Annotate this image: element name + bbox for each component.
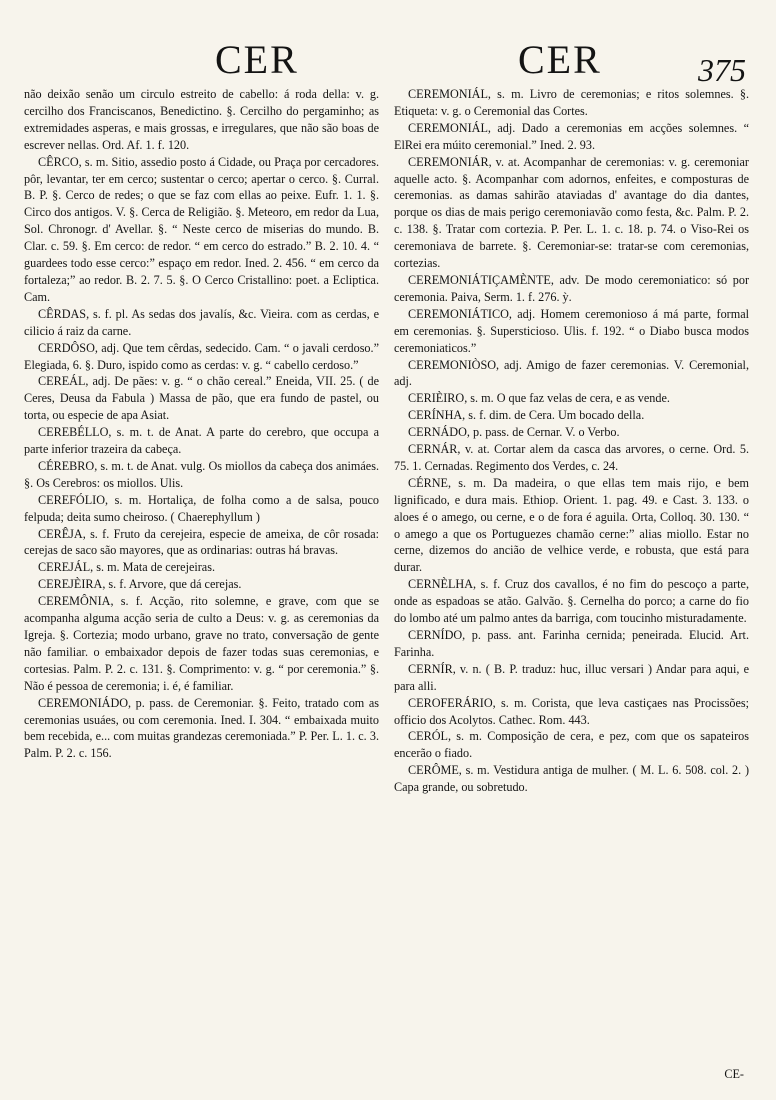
entry-cerejal: CEREJÁL, s. m. Mata de cerejeiras. [38,560,216,575]
entry-cerdas: CÊRDAS, s. f. pl. As sedas dos javalís, &c. Vieira. com as cerdas, e cilicio á raiz da carne. [24,306,379,338]
entry-cerome: CERÔME, s. m. Vestidura antiga de mulher. ( M. L. 6. 508. col. 2. ) Capa grande, ou sobretudo. [394,763,749,795]
running-head-right: CER [518,37,602,82]
entry-cerco: CÊRCO, s. m. Sitio, assedio posto á Cidade, ou Praça por cercadores. pôr, levantar, ter em cerco; sustentar o cerco; apertar o cerco. §. Curral. B. P. §. Cerco de redes; o que se faz com ellas ao peixe. Eufr. 1. 1. §. Circo dos antigos. V. §. Cerca de Religião. §. Meteoro, em redor da Lua, Sol. Chronogr. d' Avellar. §. “ Neste cerco de miserias do mundo. B. Clar. c. 59. §. Em cerco: de redor. “ em cerco do estrado.” B. 2. 10. 4. “ guardees todo esse cerco:” espaço em redor. Ined. 2. 456. “ em cerco da fortaleza;” ao redor. B. 2. 7. 5. §. O Cerco Cristallino: poet. a Ecliptica. Cam. [24,154,379,304]
entry-ceremonioso: CEREMONIÒSO, adj. Amigo de fazer ceremonias. V. Ceremonial, adj. [394,357,749,389]
entry-cernelha: CERNÈLHA, s. f. Cruz dos cavallos, é no fim do pescoço a parte, onde as espadoas se atão. Galvão. §. Cernelha do porco; a carne do fio do lombo até um palmo antes da barriga, com toucinho misturadamente. [394,577,749,626]
entry-ceremoniatico: CEREMONIÁTICO, adj. Homem ceremonioso á má parte, formal em ceremonias. §. Supersticioso. Ulis. f. 192. “ o Diabo busca modos ceremoniaticos.” [394,306,749,355]
entry-ceremoniaticamente: CEREMONIÁTIÇAMÈNTE, adv. De modo ceremoniatico: só por ceremonia. Paiva, Serm. 1. f. 276. ỳ. [394,272,749,304]
entry-cerejeira: CEREJÈIRA, s. f. Arvore, que dá cerejas. [38,577,242,592]
entry-cereja: CERÊJA, s. f. Fruto da cerejeira, especie de ameixa, de côr rosada: cerejas de saco são mayores, que as ordinarias: outras há bravas. [24,526,379,558]
page-number: 375 [698,52,746,88]
entry-cerefolio: CEREFÓLIO, s. m. Hortaliça, de folha como a de salsa, pouco felpuda; deita sumo cheiroso. ( Chaerephyllum ) [24,492,379,524]
running-head-left: CER [215,37,299,82]
entry-cernir: CERNÍR, v. n. ( B. P. traduz: huc, illuc versari ) Andar para aqui, e para alli. [394,661,749,693]
entry-cernar: CERNÁR, v. at. Cortar alem da casca das arvores, o cerne. Ord. 5. 75. 1. Cernadas. Regimento dos Verdes, c. 24. [394,442,749,473]
entry-cerebello: CEREBÉLLO, s. m. t. de Anat. A parte do cerebro, que occupa a parte inferior trazeira da cabeça. [24,425,379,457]
entry-ceroferario: CEROFERÁRIO, s. m. Corista, que leva castiçaes nas Procissões; officio dos Acolytos. Cathec. Rom. 443. [394,695,749,727]
catchword: CE- [724,1067,744,1081]
entry-cerinha: CERÍNHA, s. f. dim. de Cera. Um bocado della. [408,408,645,423]
entry-cereal: CEREÁL, adj. De pães: v. g. “ o chão cereal.” Eneida, VII. 25. ( de Ceres, Deusa da Fabula ) Massa de pão, que era fundo de pastel, ou torta, ou especie de apa Asiat. [24,374,379,423]
entry-cernido: CERNÍDO, p. pass. ant. Farinha cernida; peneirada. Elucid. Art. Farinha. [394,628,749,659]
entry-cerol: CERÓL, s. m. Composição de cera, e pez, com que os sapateiros encerão o fiado. [394,729,749,761]
right-column [394,86,749,796]
entry-cerieiro: CERIÈIRO, s. m. O que faz velas de cera, e as vende. [408,391,670,406]
entry-cernado: CERNÁDO, p. pass. de Cernar. V. o Verbo. [408,425,620,440]
left-column [24,86,379,762]
entry-ceremonia: CEREMÔNIA, s. f. Acção, rito solemne, e grave, com que se acompanha alguma acção seria de culto a Deus: v. g. as ceremonias da Igreja. §. Cortezia; modo urbano, grave no trato, conversação de gente não familiar. o embaixador depois de fazer todas suas ceremonias, e cortesias. Palm. P. 2. c. 131. §. Comprimento: v. g. “ por ceremonia.” §. Não é pessoa de ceremonia; i. é, é familiar. [24,594,379,693]
entry-ceremonial-adj: CEREMONIÁL, adj. Dado a ceremonias em acções solemnes. “ ElRei era múito ceremonial.” Ined. 2. 93. [394,120,749,152]
entry-cerne: CÉRNE, s. m. Da madeira, o que ellas tem mais rijo, e bem lignificado, e dura mais. Ethiop. Orient. 1. pag. 49. e Cast. 3. 133. o aloes é o amego, ou cerne, e o de fora é aguila. Orta, Colloq. 30. 130. “ o amego a que os Portuguezes chamão cerne:” alias miollo. Estar no cerne, dizemos do ancião de velhice verde, e robusta, que está para durar. [394,475,749,575]
entry-cerebro: CÉREBRO, s. m. t. de Anat. vulg. Os miollos da cabeça dos animáes. §. Os Cerebros: os miollos. Ulis. [24,458,379,490]
entry-cerdoso: CERDÔSO, adj. Que tem cêrdas, sedecido. Cam. “ o javali cerdoso.” Elegiada, 6. §. Duro, ispido como as cerdas: v. g. “ cabello cerdoso.” [24,340,379,372]
entry-ceremoniar: CEREMONIÁR, v. at. Acompanhar de ceremonias: v. g. ceremoniar aquelle acto. §. Acompanhar com adornos, enfeites, e composturas de ceremonias. as damas sahirão ataviadas d' avantage do dia dantes, porque os dias de mais perigo ceremoniavão como festa, &c. Palm. P. 2. c. 138. §. Tratar com cortezia. P. Per. L. 1. c. 18. p. 74. o Viso-Rei os ceremoniava de barrete. §. Ceremoniar-se: tratar-se com ceremonias, cortezias. [394,154,749,271]
entry-continuation: não deixão senão um circulo estreito de cabello: á roda della: v. g. cercilho dos Franciscanos, Benedictino. §. Cercilho do pergaminho; as extremidades asperas, e mais grossas, e irregulares, que não são boas de escrever nellas. Ord. Af. 1. f. 120. [24,87,379,152]
entry-ceremonial-noun: CEREMONIÁL, s. m. Livro de ceremonias; e ritos solemnes. §. Etiqueta: v. g. o Ceremonial das Cortes. [394,87,749,118]
entry-ceremoniado: CEREMONIÁDO, p. pass. de Ceremoniar. §. Feito, tratado com as ceremonias usuáes, ou com ceremonia. Ined. I. 304. “ embaixada muito bem recebida, e... com muitas grandezas ceremoniada.” P. Per. L. 1. c. 3. Palm. P. 2. c. 156. [24,695,379,761]
